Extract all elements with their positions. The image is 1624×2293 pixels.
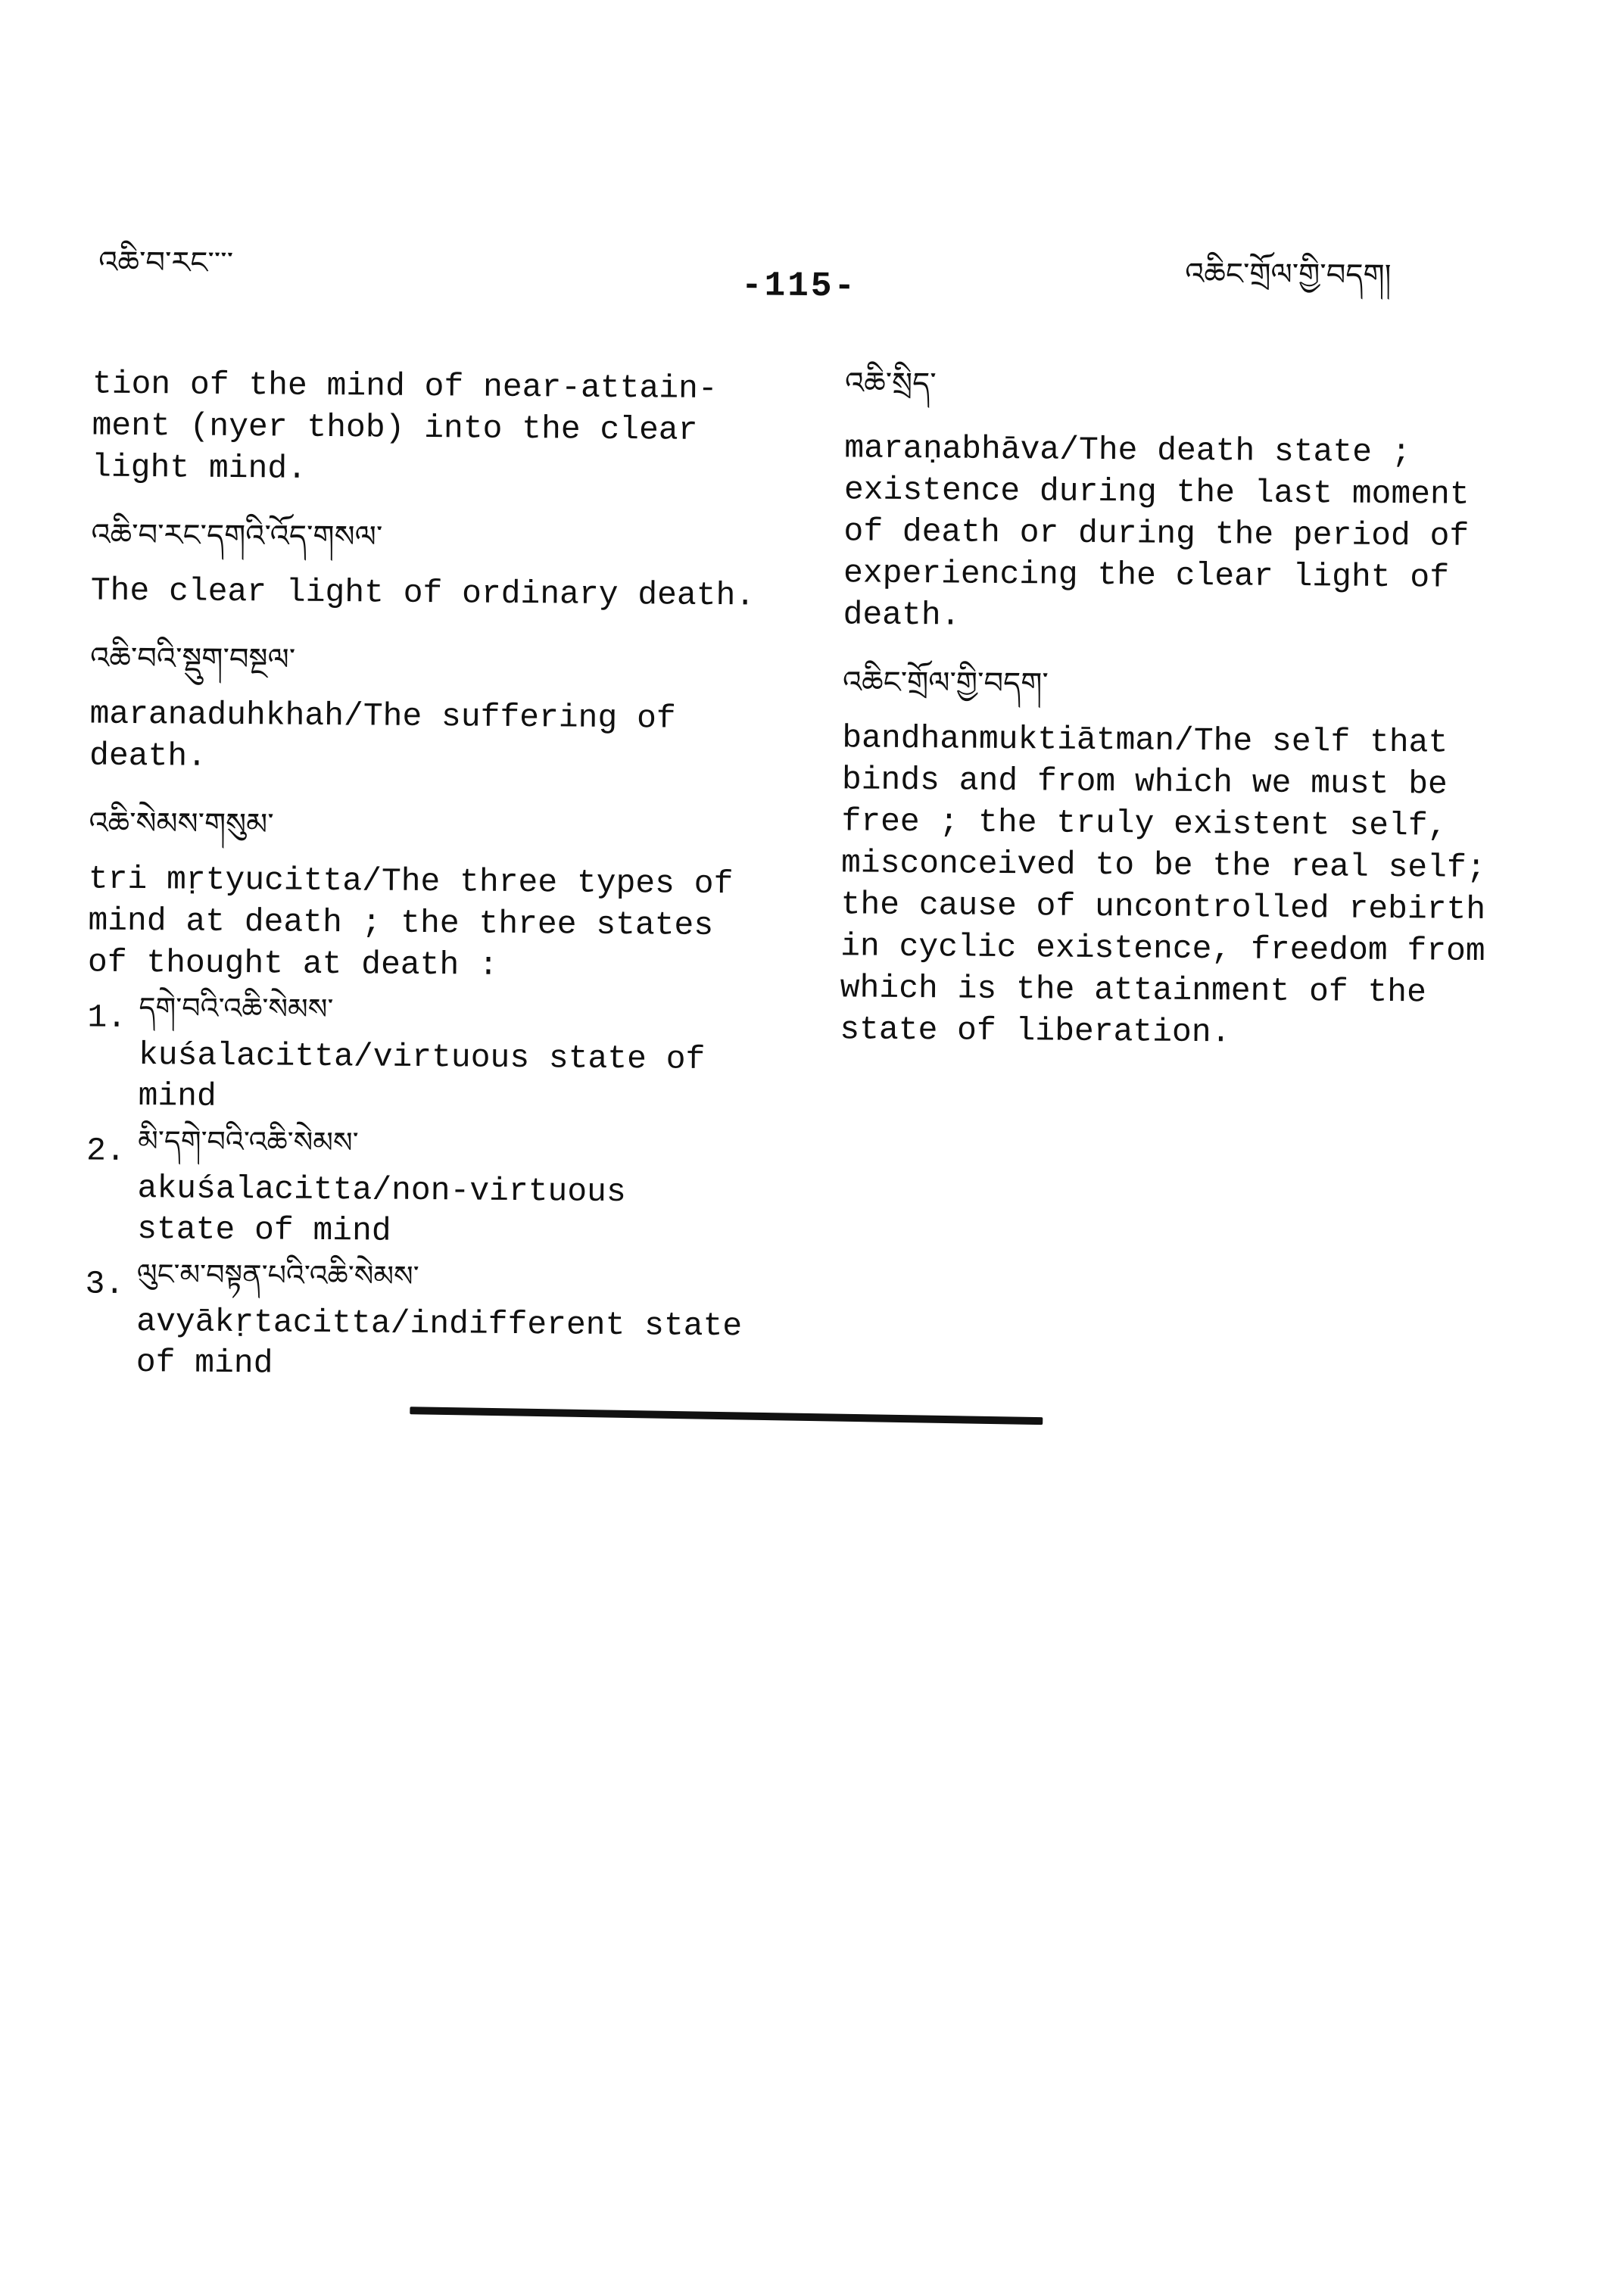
list-item-body [138, 988, 772, 1122]
list-item-body [137, 1121, 771, 1255]
entry-definition: tri mṛtyucitta/The three types of mind at death ; the three states of thought at death : [87, 860, 734, 984]
entry-three-death-minds [85, 802, 775, 1388]
entry-definition: The clear light of ordinary death. [90, 572, 756, 615]
list-item-non-virtuous [86, 1121, 771, 1255]
list-item-tibetan: མི་དགེ་བའི་འཆི་སེམས་ [137, 1127, 359, 1162]
page-number: -115- [740, 266, 858, 307]
entry-tibetan-headword: འཆིང་གྲོལ་གྱི་བདག་ [842, 668, 1049, 704]
entry-tibetan-headword: འཆི་བའི་སྡུག་བསྔལ་ [89, 643, 296, 680]
list-item-body [136, 1254, 771, 1388]
list-item-definition: kuśalacitta/virtuous state of mind [138, 1036, 706, 1115]
list-item-indifferent [85, 1254, 771, 1388]
entry-definition: maraṇabhāva/The death state ; existence during the last moment of death or during the period of experiencing the clear light of death. [843, 429, 1470, 634]
entry-tibetan-headword: འཆི་སྲིད་ [844, 369, 937, 404]
entry-tibetan-headword: འཆི་སེམས་གསུམ་ [89, 808, 274, 845]
list-item-definition: akuśalacitta/non-virtuous state of mind [137, 1170, 626, 1250]
right-column [840, 362, 1549, 1055]
running-header-right-tibetan: འཆིང་གྲོལ་གྱི་བདག། [1184, 259, 1392, 296]
section-divider-rule [410, 1407, 1043, 1425]
death-minds-list [85, 988, 773, 1388]
entry-tibetan-headword: འཆི་བ་རང་དགའི་འོད་གསལ་ [91, 520, 383, 557]
list-item-virtuous [86, 988, 772, 1122]
running-header-left-tibetan: འཆི་བ་རང་་་་ [98, 248, 234, 284]
entry-definition: bandhanmuktiātman/The self that binds and from which we must be free ; the truly existent self, misconceived to be the real self; the cause of uncontrolled rebirth in cyclic existence, freedom from which is the attainment of the state of liberation. [840, 719, 1486, 1051]
list-item-definition: avyākṛtacitta/indifferent state of mind [136, 1303, 743, 1382]
entry-definition: maranaduhkhah/The suffering of death. [89, 695, 676, 775]
entry-suffering-of-death [89, 637, 775, 782]
left-column [85, 363, 778, 1388]
entry-death-state [843, 362, 1549, 640]
list-item-number: 1. [87, 999, 127, 1036]
entry-clear-light-of-ordinary-death [91, 514, 777, 617]
list-item-tibetan: དགེ་བའི་འཆི་སེམས་ [139, 994, 334, 1029]
list-item-number: 2. [86, 1132, 126, 1170]
list-item-tibetan: ལུང་མ་བསྟན་པའི་འཆི་སེམས་ [136, 1260, 419, 1295]
continuation-paragraph: tion of the mind of near-attain- ment (nyer thob) into the clear light mind. [91, 365, 718, 488]
list-item-number: 3. [85, 1265, 125, 1303]
entry-binding-liberation-self [840, 661, 1547, 1055]
